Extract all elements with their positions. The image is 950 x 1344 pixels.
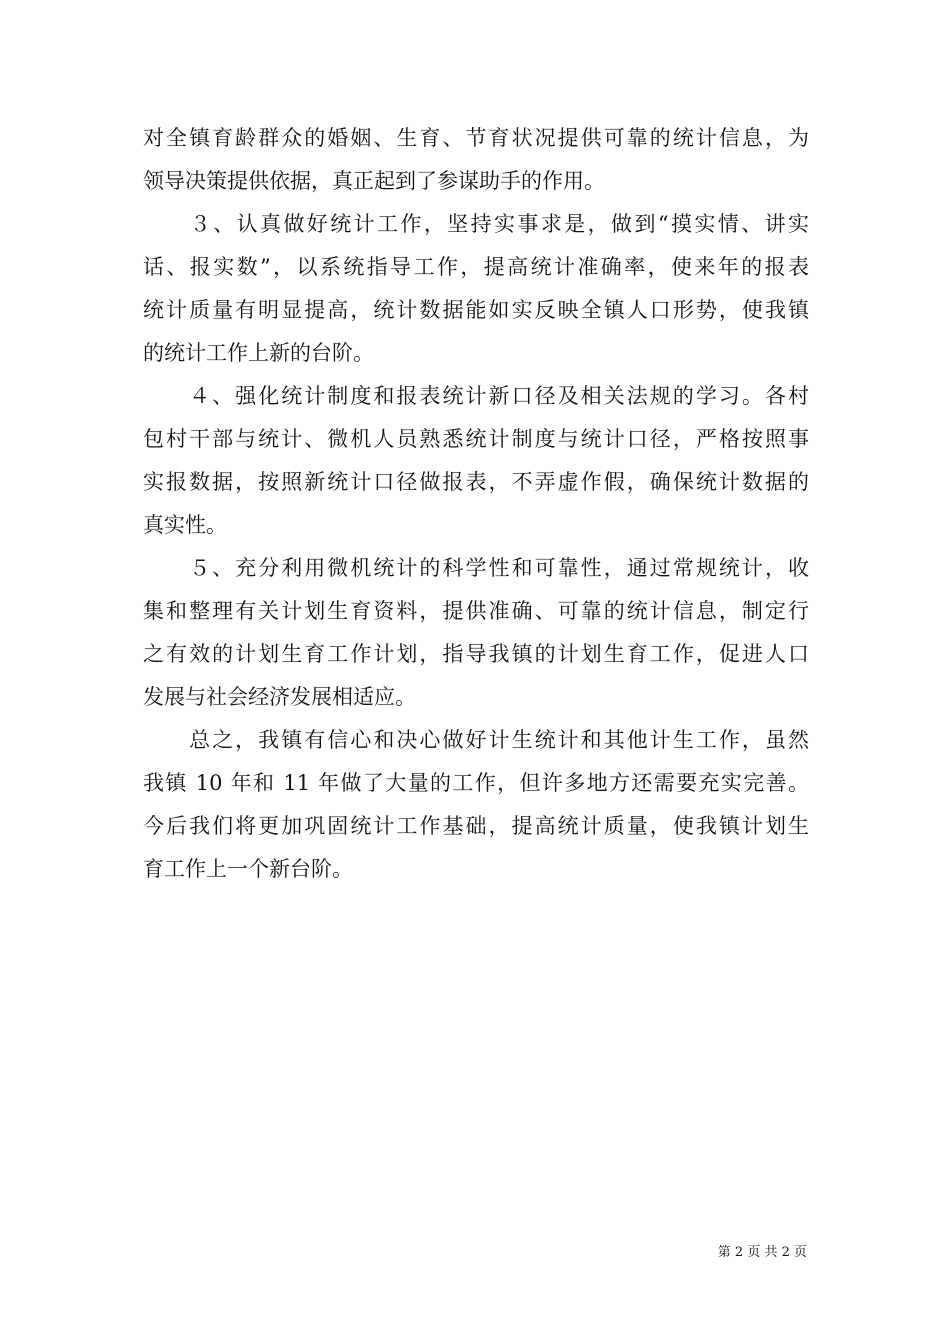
text-line: ４、强化统计制度和报表统计新口径及相关法规的学习。各村 [143, 384, 809, 408]
text-line: 统计质量有明显提高，统计数据能如实反映全镇人口形势，使我镇 [143, 298, 809, 322]
text-line: ３、认真做好统计工作，坚持实事求是，做到“摸实情、讲实 [143, 212, 809, 236]
text-line: 我镇 10 年和 11 年做了大量的工作，但许多地方还需要充实完善。 [143, 771, 809, 795]
text-line: 话、报实数”，以系统指导工作，提高统计准确率，使来年的报表 [143, 255, 809, 279]
text-line: 今后我们将更加巩固统计工作基础，提高统计质量，使我镇计划生 [143, 814, 809, 838]
text-line: 包村干部与统计、微机人员熟悉统计制度与统计口径，严格按照事 [143, 427, 809, 451]
text-line: 总之，我镇有信心和决心做好计生统计和其他计生工作，虽然 [143, 728, 809, 752]
paragraph-item-3 [143, 203, 809, 375]
text-line: 集和整理有关计划生育资料，提供准确、可靠的统计信息，制定行 [143, 599, 809, 623]
text-line: 之有效的计划生育工作计划，指导我镇的计划生育工作，促进人口 [143, 642, 809, 666]
text-line: ５、充分利用微机统计的科学性和可靠性，通过常规统计，收 [143, 556, 809, 580]
paragraph-continued [143, 117, 809, 203]
paragraph-conclusion [143, 719, 809, 891]
text-line: 育工作上一个新台阶。 [143, 857, 353, 881]
paragraph-item-5 [143, 547, 809, 719]
text-line: 实报数据，按照新统计口径做报表，不弄虚作假，确保统计数据的 [143, 470, 809, 494]
text-line: 发展与社会经济发展相适应。 [143, 685, 416, 709]
text-line: 真实性。 [143, 513, 227, 537]
paragraph-item-4 [143, 375, 809, 547]
text-line: 领导决策提供依据，真正起到了参谋助手的作用。 [143, 169, 605, 193]
page-number-footer: 第 2 页 共 2 页 [717, 1245, 807, 1260]
text-line: 的统计工作上新的台阶。 [143, 341, 374, 365]
document-body [143, 117, 809, 891]
text-line: 对全镇育龄群众的婚姻、生育、节育状况提供可靠的统计信息，为 [143, 126, 809, 150]
